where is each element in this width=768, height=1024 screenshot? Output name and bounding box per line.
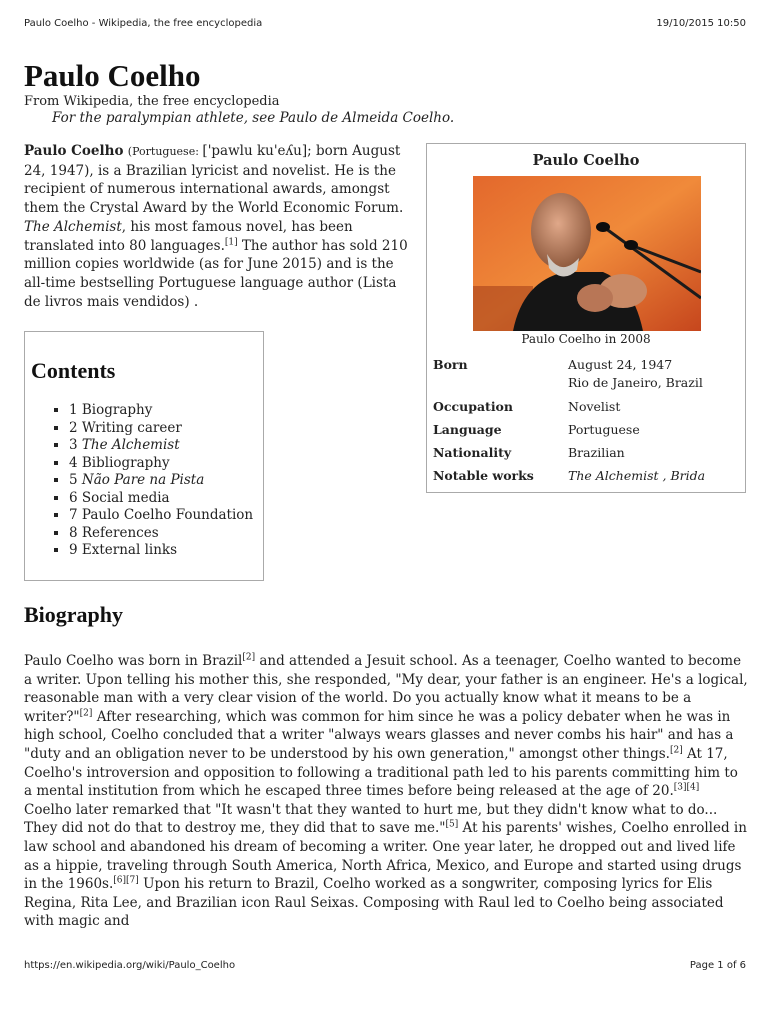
lead-text-1: ['pawlu ku'eʎu]; born August 24, 1947), is a Brazilian lyricist and novelist. He is the recipient of numerous international awards, amongst them the Crystal Award by the World Economic Forum. [24, 143, 404, 217]
article-title: Paulo Coelho [24, 58, 201, 93]
toc-item[interactable]: ▪ 8 References [69, 525, 253, 543]
ref-5[interactable]: [5] [445, 819, 459, 830]
print-footer [24, 960, 746, 971]
occupation-label: Occupation [433, 399, 513, 414]
page-url: https://en.wikipedia.org/wiki/Paulo_Coelho [24, 960, 236, 971]
portrait-photo-art [473, 176, 701, 331]
ref-2[interactable]: [2] [242, 652, 256, 663]
nationality-label: Nationality [433, 445, 512, 460]
born-date: August 24, 1947 [568, 357, 673, 372]
page-number: Page 1 of 6 [689, 960, 746, 971]
toc-item[interactable]: ▪ 7 Paulo Coelho Foundation [69, 507, 253, 525]
infobox-title: Paulo Coelho [532, 152, 640, 169]
site-subtitle: From Wikipedia, the free encyclopedia [24, 94, 280, 109]
born-value [568, 356, 743, 392]
toc-item-label: 5 Não Pare na Pista [69, 472, 205, 488]
lead-name: Paulo Coelho [24, 143, 124, 159]
lead-alchemist-link[interactable]: The Alchemist [24, 218, 122, 235]
toc-item[interactable]: ▪ 9 External links [69, 542, 253, 560]
toc-item[interactable] [69, 437, 253, 455]
lead-lang[interactable]: (Portuguese: [127, 145, 203, 158]
bio-text: and attended a Jesuit school. As a teenager, Coelho wanted to become a writer. Upon telling his mother this, she responded, "My dear, your father is an engineer. He's a logical, reasonable man with a very clear vision of the world. Do you actually know what it means to be a writer?" [24, 653, 748, 725]
bio-text: Coelho later remarked that "It wasn't that they wanted to hurt me, but they didn't know what to do... They did not do that to destroy me, they did that to save me." [24, 801, 718, 837]
hatnote[interactable]: For the paralympian athlete, see Paulo de Almeida Coelho. [52, 110, 455, 126]
lead-text-3: The author has sold 210 million copies worldwide (as for June 2015) and is the all-time bestselling Portuguese language author (Lista de livros mais vendidos) . [24, 237, 408, 310]
ref-2[interactable]: [2] [79, 708, 93, 719]
page-title-header: Paulo Coelho - Wikipedia, the free encyclopedia [24, 18, 263, 29]
toc-title: Contents [31, 358, 116, 383]
toc-list [51, 402, 253, 560]
language-label: Language [433, 422, 502, 437]
ref-6-7[interactable]: [6][7] [113, 875, 139, 886]
portrait-photo[interactable] [473, 176, 701, 331]
portrait-caption: Paulo Coelho in 2008 [521, 332, 651, 346]
ref-3-4[interactable]: [3][4] [673, 782, 700, 793]
bio-text: Upon his return to Brazil, Coelho worked as a songwriter, composing lyrics for Elis Regina, Rita Lee, and Brazilian icon Raul Seixas. Composing with Raul led to Coelho being associated with magic and [24, 876, 724, 930]
born-place[interactable]: Rio de Janeiro, Brazil [568, 375, 703, 390]
toc-item[interactable] [69, 472, 253, 490]
language-value: Portuguese [568, 422, 640, 437]
toc-item-label: 3 The Alchemist [69, 437, 180, 453]
bio-text: After researching, which was common for him since he was a policy debater when he was in high school, Coelho concluded that a writer "always wears glasses and never combs his hair" and has a "duty and an obligation never to be understood by his own generation," amongst other things. [24, 708, 734, 762]
print-header [24, 18, 746, 29]
biography-paragraph [24, 652, 748, 931]
ref-1[interactable]: [1] [224, 237, 238, 248]
infobox [426, 143, 746, 493]
toc-item[interactable]: ▪ 4 Bibliography [69, 455, 253, 473]
print-datetime: 19/10/2015 10:50 [656, 18, 746, 29]
bio-text: At 17, Coelho's introversion and opposition to following a traditional path led to his parents committing him to a mental institution from which he escaped three times before being released at the age of 20. [24, 745, 738, 800]
works-label: Notable works [433, 468, 534, 483]
table-of-contents [24, 331, 264, 581]
ref-2[interactable]: [2] [669, 745, 683, 756]
nationality-value: Brazilian [568, 445, 625, 460]
toc-item[interactable]: ▪ 1 Biography [69, 402, 253, 420]
works-value[interactable]: The Alchemist , Brida [568, 468, 706, 483]
occupation-value: Novelist [568, 399, 621, 414]
lead-text-2: , his most famous novel, has been translated into 80 languages. [24, 218, 353, 254]
bio-text: Paulo Coelho was born in Brazil [24, 653, 243, 669]
born-label: Born [433, 357, 468, 372]
bio-text: At his parents' wishes, Coelho enrolled in law school and abandoned his dream of becoming a writer. One year later, he dropped out and lived life as a hippie, traveling through South America, North Africa, Mexico, and Europe and started using drugs in the 1960s. [24, 820, 747, 893]
toc-item[interactable]: ▪ 6 Social media [69, 490, 253, 508]
toc-item[interactable]: ▪ 2 Writing career [69, 420, 253, 438]
lead-paragraph [24, 142, 412, 311]
biography-heading: Biography [24, 602, 124, 627]
